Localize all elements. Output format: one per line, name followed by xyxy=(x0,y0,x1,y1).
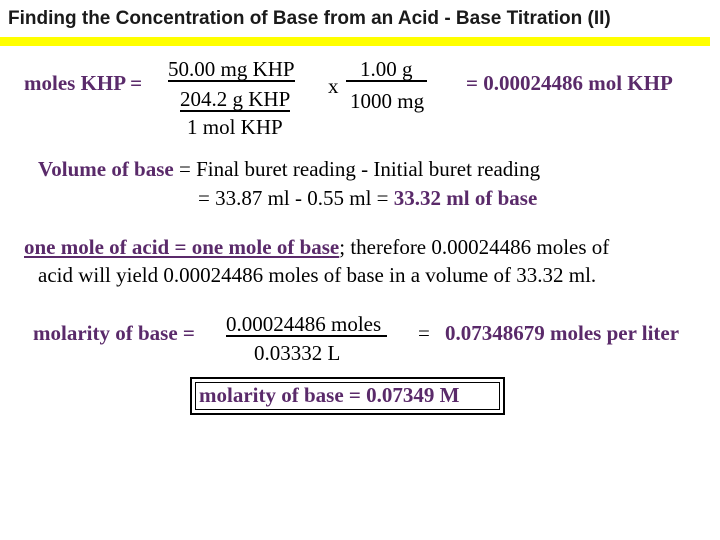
molarity-equals: = xyxy=(418,321,430,345)
volume-label: Volume of base xyxy=(38,157,174,181)
molarity-numerator: 0.00024486 moles xyxy=(226,313,387,337)
multiply-sign: x xyxy=(328,74,339,98)
fraction1-numerator: 50.00 mg KHP xyxy=(168,57,295,81)
fraction1-denominator: 204.2 g KHP xyxy=(180,87,291,111)
volume-equation-2: = 33.87 ml - 0.55 ml = xyxy=(198,186,389,210)
mole-ratio-line1: ; therefore 0.00024486 moles of xyxy=(339,235,610,259)
fraction2-denominator: 1000 mg xyxy=(350,89,425,113)
molarity-result: 0.07348679 moles per liter xyxy=(445,321,680,345)
mole-ratio-emphasis: one mole of acid = one mole of base xyxy=(24,235,340,259)
moles-khp-result: = 0.00024486 mol KHP xyxy=(466,71,673,95)
fraction2-numerator: 1.00 g xyxy=(346,58,427,82)
title-underline-bar xyxy=(0,37,710,46)
volume-result: 33.32 ml of base xyxy=(393,186,538,210)
final-answer: molarity of base = 0.07349 M xyxy=(199,383,460,407)
molarity-label: molarity of base = xyxy=(33,321,195,345)
volume-equation-1: = Final buret reading - Initial buret reading xyxy=(178,157,541,181)
molarity-denominator: 0.03332 L xyxy=(254,341,341,365)
slide-title: Finding the Concentration of Base from an Acid - Base Titration (II) xyxy=(8,8,611,29)
moles-khp-label: moles KHP = xyxy=(24,71,143,95)
mole-ratio-line2: acid will yield 0.00024486 moles of base in a volume of 33.32 ml. xyxy=(38,263,597,287)
fraction1-denominator-2: 1 mol KHP xyxy=(187,115,283,139)
